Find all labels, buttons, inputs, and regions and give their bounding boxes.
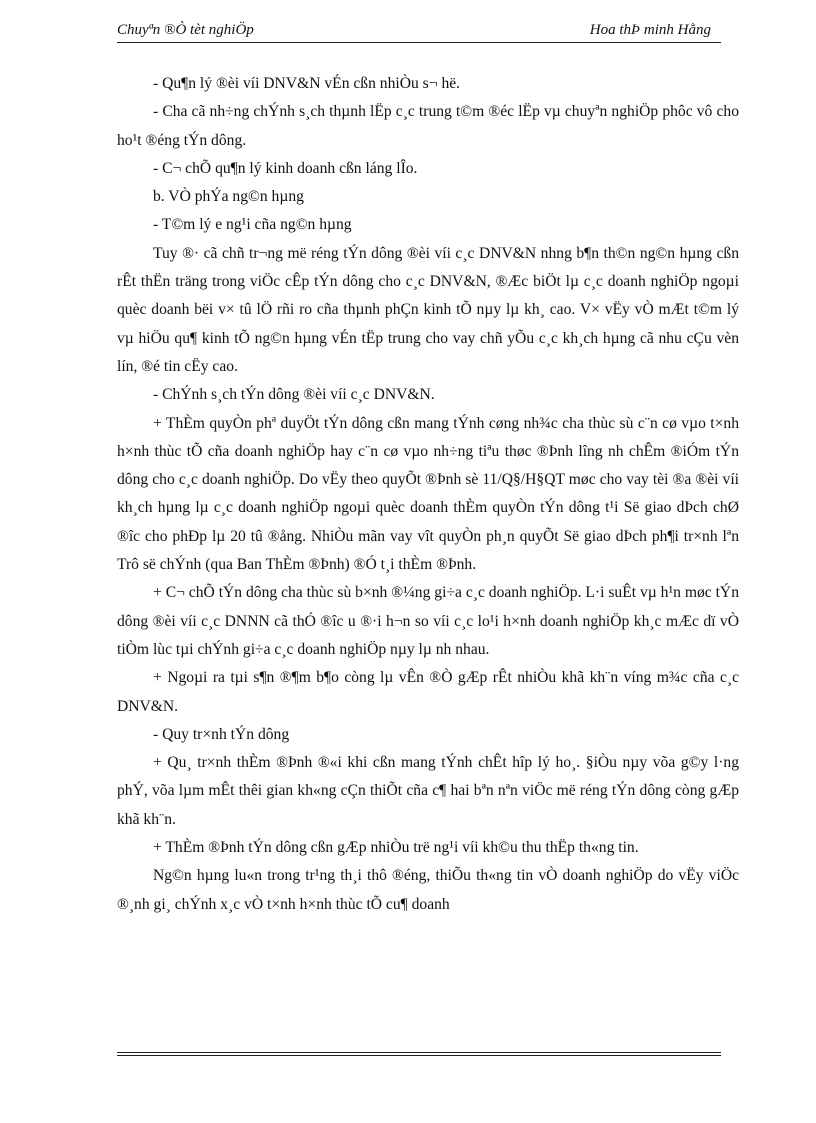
page-header — [117, 20, 721, 43]
header-title: Chuyªn ®Ò tèt nghiÖp — [117, 22, 254, 38]
paragraph: - ChÝnh s¸ch tÝn dông ®èi víi c¸c DNV&N. — [153, 386, 435, 404]
paragraph: + Ngoµi ra tµi s¶n ®¶m b¶o còng lµ vÊn ®Ò gÆp rÊt nhiÒu khã kh¨n víng m¾c cña c¸c DNV&N. — [117, 669, 739, 715]
paragraph: - C¬ chÕ qu¶n lý kinh doanh cßn láng lÎo. — [153, 159, 418, 177]
paragraph: + ThÈm quyÒn phª duyÖt tÝn dông cßn mang tÝnh cøng nh¾c cha thùc sù c¨n cø vµo t×nh h×nh thùc tÕ cña doanh nghiÖp hay c¨n cø vµo nh÷ng tiªu thøc ®Þnh lîng nh chÊm ®iÓm tÝn dông cho c¸c doanh nghiÖp. Do vËy theo quyÕt ®Þnh sè 11/Q§/H§QT møc cho vay tèi ®a ®èi víi kh¸ch hµng lµ c¸c doanh nghiÖp ngoµi quèc doanh thÈm quyÒn tÝn dông t¹i Së giao dÞch chØ ®îc cho phÐp lµ 20 tû ®ång. NhiÒu mãn vay vît quyÒn ph¸n quyÕt Së giao dÞch ph¶i tr×nh lªn Trô së chÝnh (qua Ban ThÈm ®Þnh) ®Ó t¸i thÈm ®Þnh. — [117, 414, 739, 574]
section-heading: b. VÒ phÝa ng©n hµng — [153, 188, 304, 206]
paragraph: + ThÈm ®Þnh tÝn dông cßn gÆp nhiÒu trë ng¹i víi kh©u thu thËp th«ng tin. — [153, 839, 639, 857]
paragraph: - Quy tr×nh tÝn dông — [153, 725, 290, 743]
paragraph: Ng©n hµng lu«n trong tr¹ng th¸i thô ®éng, thiÕu th«ng tin vÒ doanh nghiÖp do vËy viÖc ®¸nh gi¸ chÝnh x¸c vÒ t×nh h×nh thùc tÕ cu¶ doanh — [117, 867, 739, 913]
paragraph: - Qu¶n lý ®èi víi DNV&N vÉn cßn nhiÒu s¬ hë. — [153, 75, 461, 92]
paragraph: - T©m lý e ng¹i cña ng©n hµng — [153, 216, 352, 234]
paragraph: + C¬ chÕ tÝn dông cha thùc sù b×nh ®¼ng gi÷a c¸c doanh nghiÖp. L·i suÊt vµ h¹n møc tÝn dông ®èi víi c¸c DNNN cã thÓ ®îc u ®·i h¬n so víi c¸c lo¹i h×nh doanh nghiÖp kh¸c mÆc dï vÒ tiÒm lùc tµi chÝnh gi÷a c¸c doanh nghiÖp nµy lµ nh nhau. — [117, 584, 739, 658]
header-author: Hoa thÞ minh Hằng — [589, 22, 711, 38]
paragraph: + Qu¸ tr×nh thÈm ®Þnh ®«i khi cßn mang tÝnh chÊt hîp lý ho¸. §iÒu nµy võa g©y l·ng phÝ, võa lµm mÊt thêi gian kh«ng cÇn thiÕt cña c¶ hai bªn nªn viÖc më réng tÝn dông còng gÆp khã kh¨n. — [117, 754, 739, 828]
document-body — [117, 70, 739, 919]
paragraph: - Cha cã nh÷ng chÝnh s¸ch thµnh lËp c¸c trung t©m ®éc lËp vµ chuyªn nghiÖp phôc vô cho ho¹t ®éng tÝn dông. — [117, 103, 739, 149]
footer-rule — [117, 1052, 721, 1056]
paragraph: Tuy ®· cã chñ tr¬ng më réng tÝn dông ®èi víi c¸c DNV&N nhng b¶n th©n ng©n hµng cßn rÊt thËn träng trong viÖc cÊp tÝn dông cho c¸c DNV&N, ®Æc biÖt lµ c¸c doanh nghiÖp ngoµi quèc doanh bëi v× tû lÖ rñi ro cña thµnh phÇn kinh tÕ nµy lµ kh¸ cao. V× vËy vÒ mÆt t©m lý vµ hiÖu qu¶ kinh tÕ ng©n hµng vÉn tËp trung cho vay chñ yÕu c¸c kh¸ch hµng cã nhu cÇu vèn lín, ®é tin cËy cao. — [117, 244, 739, 375]
